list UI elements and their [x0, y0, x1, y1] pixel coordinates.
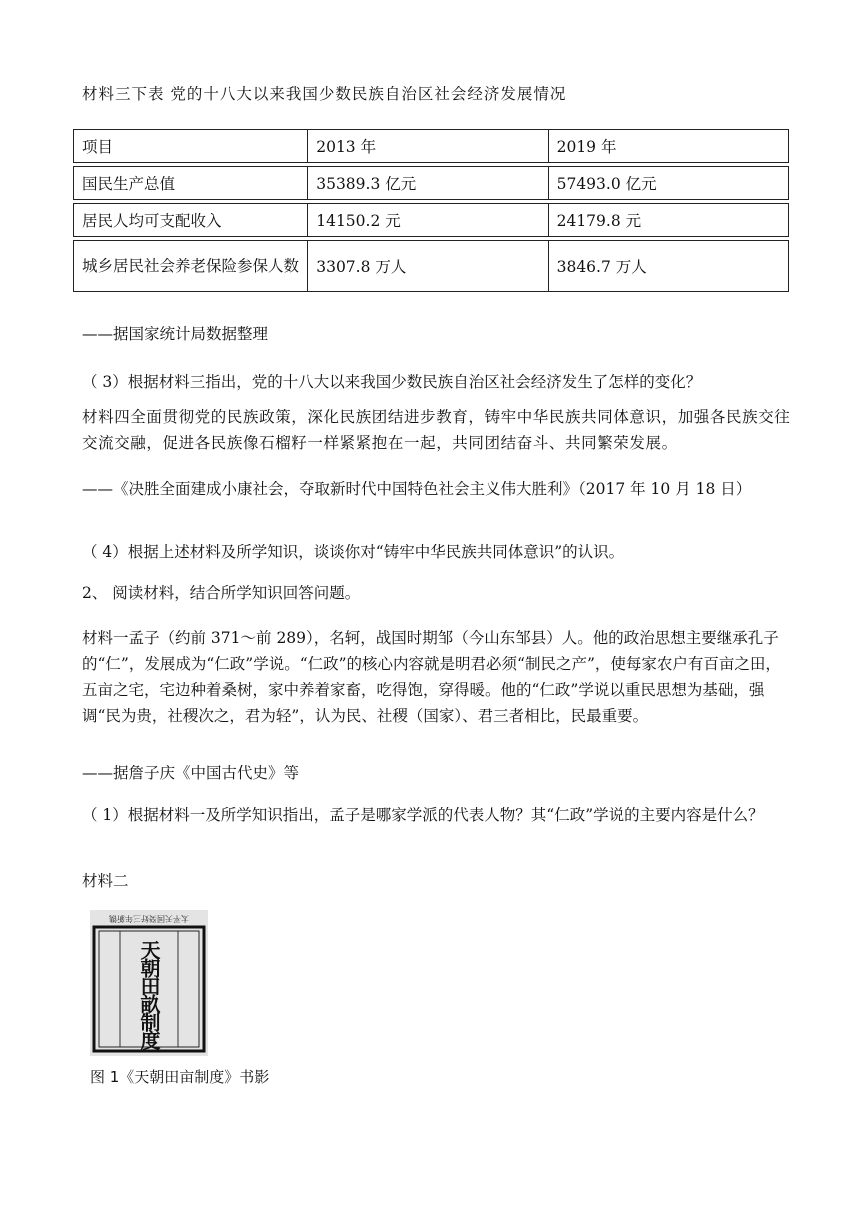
material3-title: 材料三下表 党的十八大以来我国少数民族自治区社会经济发展情况: [82, 85, 567, 103]
table-cell: 居民人均可支配收入: [73, 203, 308, 237]
table-row: [73, 203, 789, 237]
table-cell: 57493.0 亿元: [549, 166, 789, 200]
table-header-cell: 2019 年: [549, 129, 789, 163]
question-1: （ 1）根据材料一及所学知识指出，孟子是哪家学派的代表人物？其“仁政”学说的主要内容是什么？: [82, 806, 764, 824]
material3-source: ——据国家统计局数据整理: [82, 325, 269, 343]
table-cell: 3846.7 万人: [549, 240, 789, 292]
table-cell: 24179.8 元: [549, 203, 789, 237]
table-row: [73, 166, 789, 200]
figure-caption: 图 1《天朝田亩制度》书影: [90, 1068, 270, 1086]
question-3: （ 3）根据材料三指出，党的十八大以来我国少数民族自治区社会经济发生了怎样的变化？: [82, 373, 702, 391]
material4-source: ——《决胜全面建成小康社会，夺取新时代中国特色社会主义伟大胜利》（2017 年 10 月 18 日）: [82, 480, 752, 498]
table-cell: 城乡居民社会养老保险参保人数: [73, 240, 308, 292]
table-row: [73, 240, 789, 292]
table-cell: 14150.2 元: [308, 203, 548, 237]
table-header-cell: 2013 年: [308, 129, 548, 163]
section-2-heading: 2、 阅读材料，结合所学知识回答问题。: [82, 584, 361, 602]
material4-text: 材料四全面贯彻党的民族政策，深化民族团结进步教育，铸牢中华民族共同体意识，加强各民族交往交流交融，促进各民族像石榴籽一样紧紧抱在一起，共同团结奋斗、共同繁荣发展。: [82, 408, 791, 452]
question-4: （ 4）根据上述材料及所学知识，谈谈你对“铸牢中华民族共同体意识”的认识。: [82, 543, 625, 561]
book-cover-image: [90, 910, 208, 1056]
material2-label: 材料二: [82, 872, 129, 890]
table-header-row: [73, 129, 789, 163]
development-table: [73, 126, 789, 295]
material1-text: 材料一孟子（约前 371～前 289），名轲，战国时期邹（今山东邹县）人。他的政治思想主要继承孔子的“仁”，发展成为“仁政”学说。“仁政”的核心内容就是明君必须“制民之产”，使每家农户有百亩之田，五亩之宅，宅边种着桑树，家中养着家畜，吃得饱，穿得暖。他的“仁政”学说以重民思想为基础，强调“民为贵，社稷次之，君为轻”，认为民、社稷（国家）、君三者相比，民最重要。: [82, 629, 781, 725]
material1-source: ——据詹子庆《中国古代史》等: [82, 764, 300, 782]
table-cell: 35389.3 亿元: [308, 166, 548, 200]
table-cell: 3307.8 万人: [308, 240, 548, 292]
table-header-cell: 项目: [73, 129, 308, 163]
book-title-vertical: 天朝田畝制度: [137, 940, 161, 1048]
table-cell: 国民生产总值: [73, 166, 308, 200]
book-top-inscription: 太平天国癸好三年新镌: [109, 914, 189, 923]
